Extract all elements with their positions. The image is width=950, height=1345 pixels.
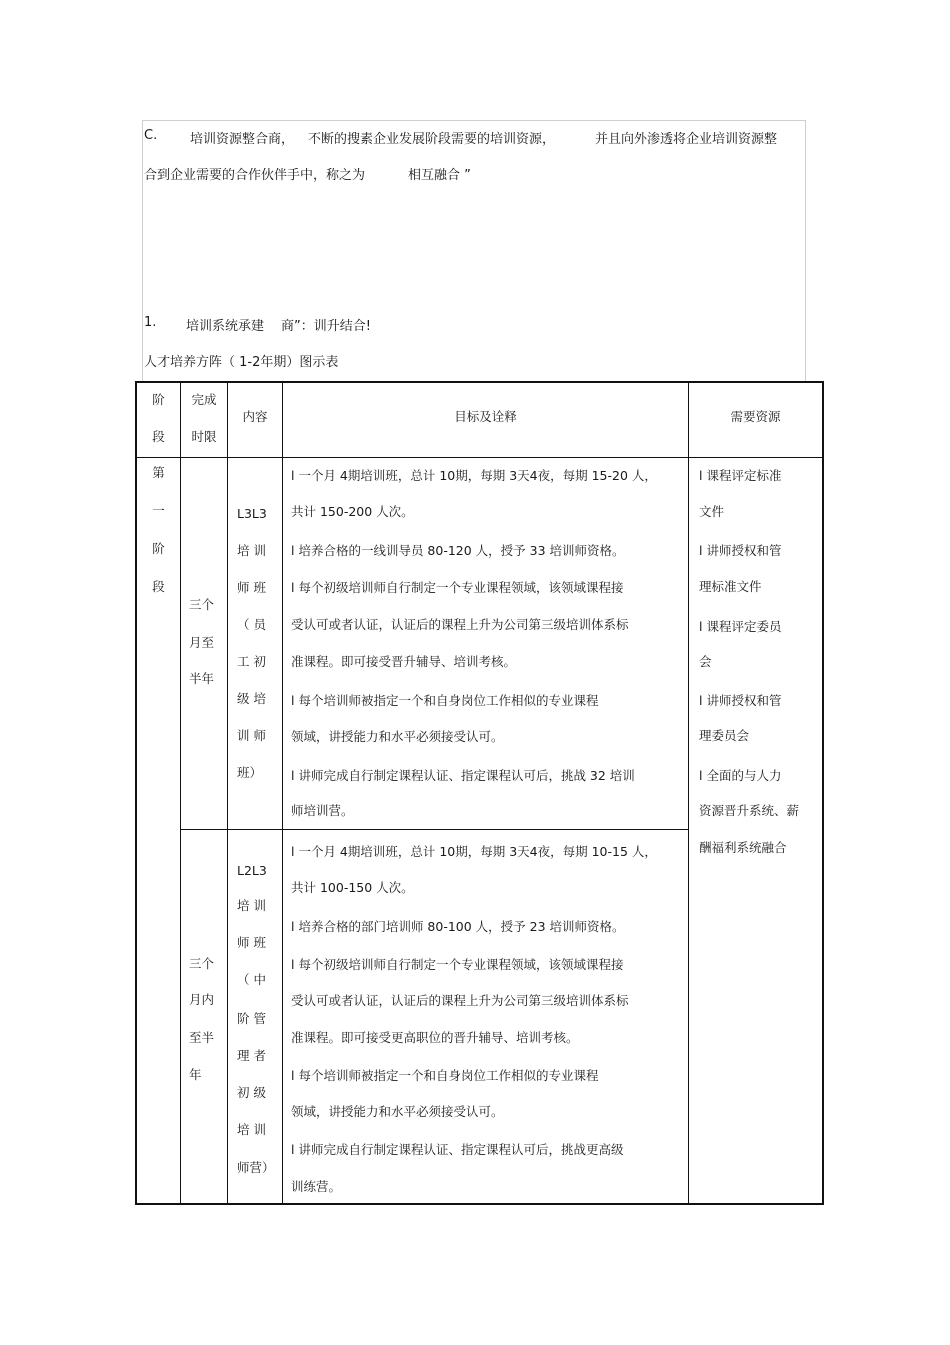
- row2-content-line: 初 级: [237, 1085, 266, 1100]
- row1-content-line: 训 师: [237, 728, 266, 743]
- row2-content-code: L2L3: [237, 863, 267, 878]
- row1-goal-line: 共计 150-200 人次。: [291, 504, 414, 519]
- resource-line: 文件: [699, 504, 725, 519]
- row2-content-line: 师营）: [237, 1160, 275, 1175]
- text-frame: [142, 120, 806, 382]
- row1-content-line: 级 培: [237, 691, 266, 706]
- row1-goal-line: 师培训营。: [291, 803, 354, 818]
- row2-deadline-line: 三个: [189, 956, 215, 971]
- table-caption: 人才培养方阵（ 1-2年期）图示表: [144, 355, 339, 370]
- row2-content-line: 培 训: [237, 898, 266, 913]
- row2-goal-line: l 培养合格的部门培训师 80-100 人，授予 23 培训师资格。: [291, 919, 625, 934]
- row2-deadline-line: 至半: [189, 1030, 215, 1045]
- resource-line: 理委员会: [699, 728, 750, 743]
- resource-line: l 课程评定标准: [699, 468, 782, 483]
- talent-matrix-table: [135, 381, 824, 1205]
- row1-content-line: （ 员: [237, 617, 266, 632]
- stage-label-char: 阶: [152, 541, 165, 556]
- row2-goal-line: l 每个培训师被指定一个和自身岗位工作相似的专业课程: [291, 1068, 599, 1083]
- table-divider-v2: [227, 383, 228, 1203]
- header-goal: 目标及诠释: [454, 409, 517, 424]
- paragraph-c-line1-part1: 培训资源整合商，: [190, 132, 295, 147]
- header-deadline-1: 完成: [191, 392, 217, 407]
- table-divider-v3: [282, 383, 283, 1203]
- row2-content-line: 理 者: [237, 1048, 266, 1063]
- row1-deadline-line: 半年: [189, 671, 215, 686]
- paragraph-c-line1-part2: 不断的搜素企业发展阶段需要的培训资源，: [308, 132, 556, 147]
- row1-goal-line: l 讲师完成自行制定课程认证、指定课程认可后，挑战 32 培训: [291, 768, 635, 783]
- table-header-divider: [137, 457, 822, 458]
- row1-goal-line: l 每个培训师被指定一个和自身岗位工作相似的专业课程: [291, 693, 599, 708]
- row1-content-line: 班）: [237, 765, 263, 780]
- resource-line: l 讲师授权和管: [699, 543, 782, 558]
- resource-line: 理标准文件: [699, 579, 762, 594]
- resource-line: 会: [699, 654, 712, 669]
- stage-label-char: 段: [152, 579, 165, 594]
- row1-content-line: 培 训: [237, 543, 266, 558]
- row2-goal-line: 受认可或者认证，认证后的课程上升为公司第三级培训体系标: [291, 993, 629, 1008]
- row1-deadline-line: 三个: [189, 597, 215, 612]
- table-divider-v1: [180, 383, 181, 1203]
- row1-goal-line: l 培养合格的一线训导员 80-120 人，授予 33 培训师资格。: [291, 543, 625, 558]
- item-1-part1: 培训系统承建: [186, 319, 265, 334]
- paragraph-c-marker: C.: [144, 128, 158, 143]
- row2-goal-line: l 每个初级培训师自行制定一个专业课程领域，该领域课程接: [291, 957, 624, 972]
- row2-content-line: （ 中: [237, 972, 266, 987]
- row2-content-line: 师 班: [237, 935, 266, 950]
- item-1-marker: 1.: [144, 315, 157, 330]
- row2-goal-line: 训练营。: [291, 1179, 342, 1194]
- row2-content-line: 阶 管: [237, 1011, 266, 1026]
- header-resources: 需要资源: [730, 409, 781, 424]
- stage-label-char: 第: [152, 465, 165, 480]
- row2-goal-line: 领域，讲授能力和水平必须接受认可。: [291, 1104, 504, 1119]
- resource-line: l 讲师授权和管: [699, 693, 782, 708]
- table-row-divider: [180, 829, 688, 830]
- row2-deadline-line: 年: [189, 1067, 202, 1082]
- row1-goal-line: 受认可或者认证，认证后的课程上升为公司第三级培训体系标: [291, 617, 629, 632]
- paragraph-c-line2-part1: 合到企业需要的合作伙伴手中，称之为: [144, 168, 366, 183]
- row1-content-line: 师 班: [237, 580, 266, 595]
- resource-line: 酬福利系统融合: [699, 840, 787, 855]
- header-stage-2: 段: [152, 429, 165, 444]
- paragraph-c-line1-part3: 并且向外渗透将企业培训资源整: [595, 132, 778, 147]
- row1-goal-line: l 每个初级培训师自行制定一个专业课程领域，该领域课程接: [291, 580, 624, 595]
- row2-goal-line: 准课程。即可接受更高职位的晋升辅导、培训考核。: [291, 1030, 579, 1045]
- resource-line: 资源晋升系统、薪: [699, 803, 800, 818]
- row2-goal-line: 共计 100-150 人次。: [291, 880, 414, 895]
- header-content: 内容: [242, 409, 268, 424]
- header-deadline-2: 时限: [191, 429, 217, 444]
- item-1-part2: 商”：训升结合!: [281, 319, 371, 334]
- row1-goal-line: l 一个月 4期培训班，总计 10期，每期 3天4夜，每期 15-20 人，: [291, 468, 657, 483]
- table-divider-v4: [688, 383, 689, 1203]
- row1-content-line: 工 初: [237, 654, 266, 669]
- row1-goal-line: 准课程。即可接受晋升辅导、培训考核。: [291, 654, 517, 669]
- resource-line: l 全面的与人力: [699, 768, 782, 783]
- row1-goal-line: 领域，讲授能力和水平必须接受认可。: [291, 729, 504, 744]
- stage-label-char: 一: [152, 503, 165, 518]
- header-stage-1: 阶: [152, 392, 165, 407]
- row1-content-code: L3L3: [237, 506, 267, 521]
- row2-goal-line: l 一个月 4期培训班，总计 10期，每期 3天4夜，每期 10-15 人，: [291, 844, 657, 859]
- resource-line: l 课程评定委员: [699, 619, 782, 634]
- row2-content-line: 培 训: [237, 1122, 266, 1137]
- row1-deadline-line: 月至: [189, 635, 215, 650]
- row2-goal-line: l 讲师完成自行制定课程认证、指定课程认可后，挑战更高级: [291, 1142, 624, 1157]
- row2-deadline-line: 月内: [189, 992, 215, 1007]
- paragraph-c-line2-part2: 相互融合 ”: [408, 168, 471, 183]
